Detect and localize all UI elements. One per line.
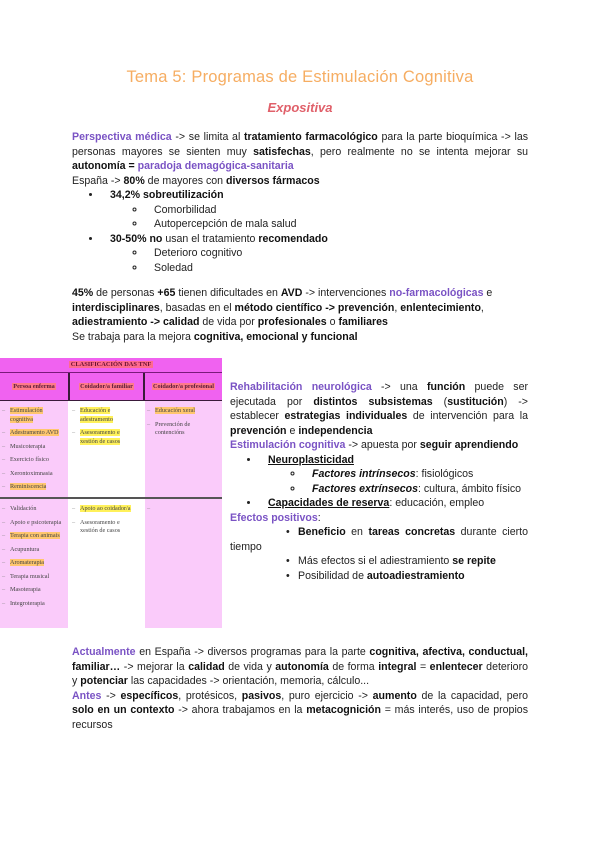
paragraph-stimulation: Estimulación cognitiva -> apuesta por seguir aprendiendo: [230, 439, 519, 451]
sub-list: [110, 203, 528, 232]
column-header: Coidador/a profesional: [145, 373, 222, 400]
section-non-pharmacological: [72, 286, 528, 344]
stats-list: [72, 188, 528, 275]
section-rehabilitation: [230, 380, 528, 583]
list-item: ◦ Factores extrínsecos: cultura, ámbito físico: [304, 482, 528, 497]
divider: [68, 373, 70, 400]
paragraph-45-percent: 45% de personas +65 tienen dificultades en AVD -> intervenciones no-farmacológicas e interdisciplinares, basadas en el método científico -> prevención, enlentecimiento, adiestramiento -> calidad de vida por profesionales o familiares: [72, 287, 493, 328]
table-cell: – Validación – Apoio e psicoterapia – Terapia con animais – Acupuntura – Aromaterapia – Terapia musical – Masoterapia – Integroterapia: [0, 499, 68, 628]
paragraph-improvement: Se trabaja para la mejora cognitiva, emocional y funcional: [72, 330, 358, 343]
list-item: • Posibilidad de autoadiestramiento: [286, 569, 465, 582]
list-item: • Beneficio en tareas concretas durante cierto tiempo: [230, 526, 528, 553]
list-item: • Capacidades de reserva: educación, empleo: [260, 496, 528, 511]
table-cell: – Educación e adestramento – Asesoramento e xestión de casos: [70, 401, 143, 497]
section-medical-perspective: [72, 130, 528, 275]
section-current-programs: [72, 645, 528, 732]
list-item: • Más efectos si el adiestramiento se repite: [286, 555, 496, 567]
list-item: ◦ Soledad: [146, 261, 528, 276]
sub-list: [110, 246, 528, 275]
list-item: ◦ Comorbilidad: [146, 203, 528, 218]
list-item: • 34,2% sobreutilización ◦ Comorbilidad ◦ Autopercepción de mala salud: [102, 188, 528, 232]
paragraph-spain: España -> 80% de mayores con diversos fármacos: [72, 174, 320, 187]
page-subtitle: Expositiva: [267, 100, 333, 115]
stimulation-list: [230, 453, 528, 511]
heading-positive-effects: Efectos positivos:: [230, 511, 321, 524]
table-cell: [145, 499, 222, 628]
paragraph-currently: Actualmente en España -> diversos programas para la parte cognitiva, afectiva, conductual, familiar… -> mejorar la calidad de vida y autonomía de forma integral = enlentecer deterioro y potenciar las capacidades -> orientación, memoria, cálculo...: [72, 646, 528, 687]
list-item: ◦ Autopercepción de mala salud: [146, 217, 528, 232]
column-header: Persoa enferma: [0, 373, 68, 400]
tnf-classification-table: [0, 358, 222, 628]
paragraph-medical: Perspectiva médica -> se limita al tratamiento farmacológico para la parte bioquímica -> las personas mayores se sienten muy satisfechas, pero realmente no se intenta mejorar su autonomía = paradoja demagógica-sanitaria: [72, 131, 529, 172]
paragraph-before: Antes -> específicos, protésicos, pasivos, puro ejercicio -> aumento de la capacidad, pero solo en un contexto -> ahora trabajamos en la metacognición = más interés, uso de propios recursos: [72, 689, 528, 731]
paragraph-rehabilitation: Rehabilitación neurológica -> una función puede ser ejecutada por distintos subsistemas (sustitución) -> establecer estrategias individuales de intervención para la prevención e independencia: [230, 381, 528, 437]
table-cell: – Apoio ao coidador/a – Asesoramento e xestión de casos: [70, 499, 143, 628]
list-item: • Neuroplasticidad ◦ Factores intrínsecos: fisiológicos ◦ Factores extrínsecos: cultura, ámbito físico: [260, 453, 528, 497]
list-item: ◦ Factores intrínsecos: fisiológicos: [304, 467, 528, 482]
table-cell: – Estimulación cognitiva – Adestramento AVD – Musicoterapia – Exercicio físico – Xerontoximnasia – Reminiscencia: [0, 401, 68, 497]
table-cell: – Educación xeral – Prevención de contencións: [145, 401, 222, 497]
column-header: Coidador/a familiar: [70, 373, 143, 400]
table-title: CLASIFICACIÓN DAS TNF: [0, 358, 222, 373]
list-item: ◦ Deterioro cognitivo: [146, 246, 528, 261]
divider: [143, 373, 145, 400]
list-item: • 30-50% no usan el tratamiento recomendado ◦ Deterioro cognitivo ◦ Soledad: [102, 232, 528, 276]
sub-list: [268, 467, 528, 496]
page-title: Tema 5: Programas de Estimulación Cognitiva: [126, 68, 474, 86]
